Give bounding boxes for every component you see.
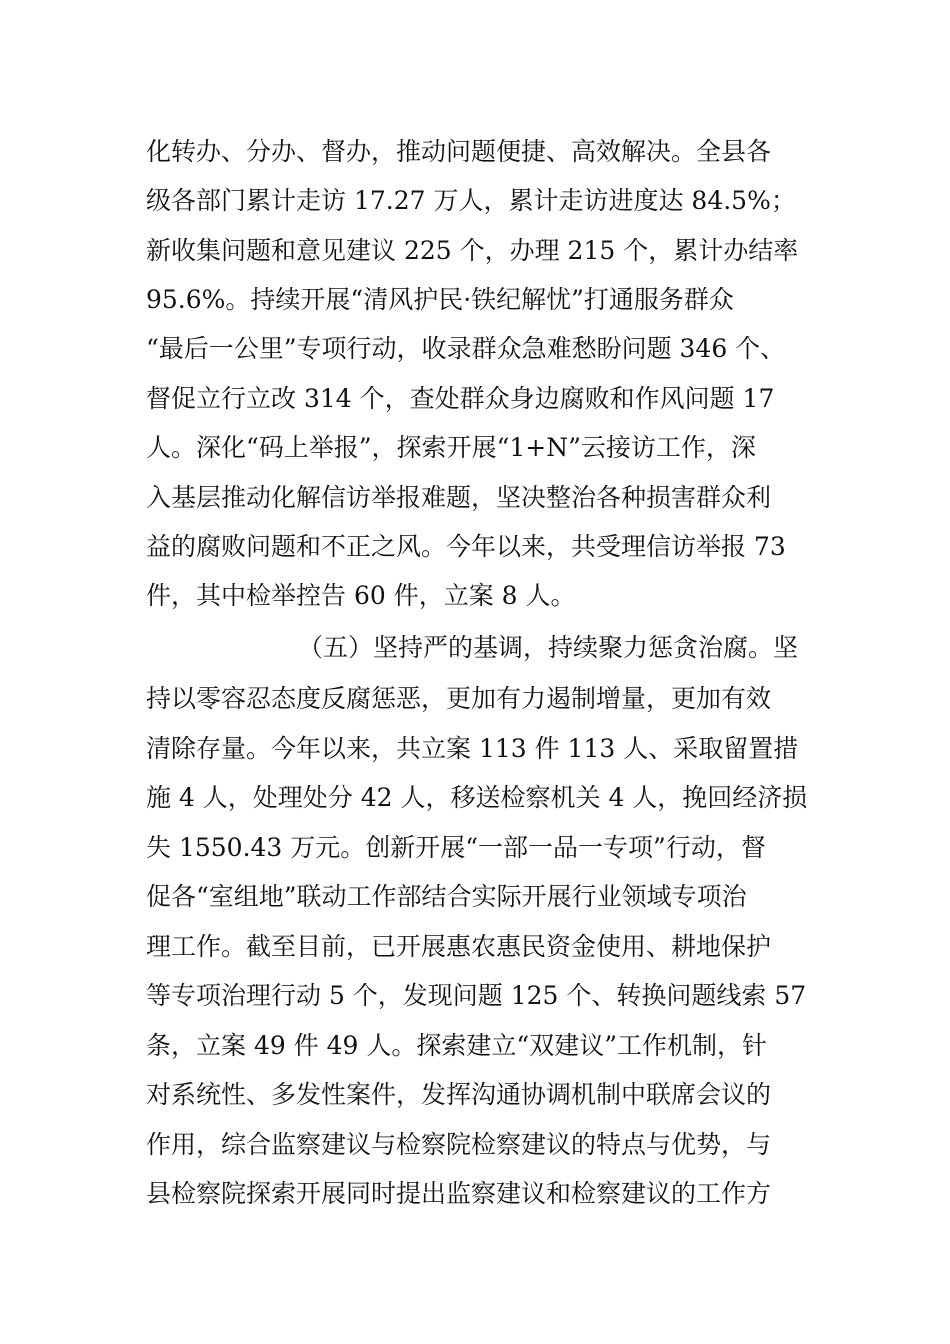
section-heading-line: （五）坚持严的基调，持续聚力惩贪治腐。坚 xyxy=(298,633,799,662)
paragraph-line: 入基层推动化解信访举报难题，坚决整治各种损害群众利 xyxy=(146,483,772,512)
paragraph-line: 件，其中检举控告 60 件，立案 8 人。 xyxy=(146,581,576,610)
paragraph-line: 级各部门累计走访 17.27 万人，累计走访进度达 84.5%； xyxy=(146,186,796,215)
paragraph-line: 等专项治理行动 5 个，发现问题 125 个、转换问题线索 57 xyxy=(146,981,807,1010)
paragraph-line: 对系统性、多发性案件，发挥沟通协调机制中联席会议的 xyxy=(146,1080,772,1109)
paragraph-line: 促各“室组地”联动工作部结合实际开展行业领域专项治 xyxy=(146,882,747,911)
paragraph-line: 人。深化“码上举报”，探索开展“1+N”云接访工作，深 xyxy=(146,433,756,462)
paragraph-line: 作用，综合监察建议与检察院检察建议的特点与优势，与 xyxy=(146,1130,772,1159)
paragraph-line: 持以零容忍态度反腐惩恶，更加有力遏制增量，更加有效 xyxy=(146,684,772,713)
paragraph-line: 95.6%。持续开展“清风护民·铁纪解忧”打通服务群众 xyxy=(146,285,734,314)
paragraph-line: 施 4 人，处理处分 42 人，移送检察机关 4 人，挽回经济损 xyxy=(146,783,808,812)
paragraph-line: 化转办、分办、督办，推动问题便捷、高效解决。全县各 xyxy=(146,137,772,166)
paragraph-line: “最后一公里”专项行动，收录群众急难愁盼问题 346 个、 xyxy=(146,334,786,363)
paragraph-line: 清除存量。今年以来，共立案 113 件 113 人、采取留置措 xyxy=(146,734,799,763)
paragraph-line: 条，立案 49 件 49 人。探索建立“双建议”工作机制，针 xyxy=(146,1031,767,1060)
paragraph-line: 理工作。截至目前，已开展惠农惠民资金使用、耕地保护 xyxy=(146,932,772,961)
paragraph-line: 失 1550.43 万元。创新开展“一部一品一专项”行动，督 xyxy=(146,833,766,862)
paragraph-line: 县检察院探索开展同时提出监察建议和检察建议的工作方 xyxy=(146,1179,772,1208)
paragraph-line: 益的腐败问题和不正之风。今年以来，共受理信访举报 73 xyxy=(146,532,786,561)
paragraph-line: 新收集问题和意见建议 225 个，办理 215 个，累计办结率 xyxy=(146,236,799,265)
paragraph-line: 督促立行立改 314 个，查处群众身边腐败和作风问题 17 xyxy=(146,384,775,413)
